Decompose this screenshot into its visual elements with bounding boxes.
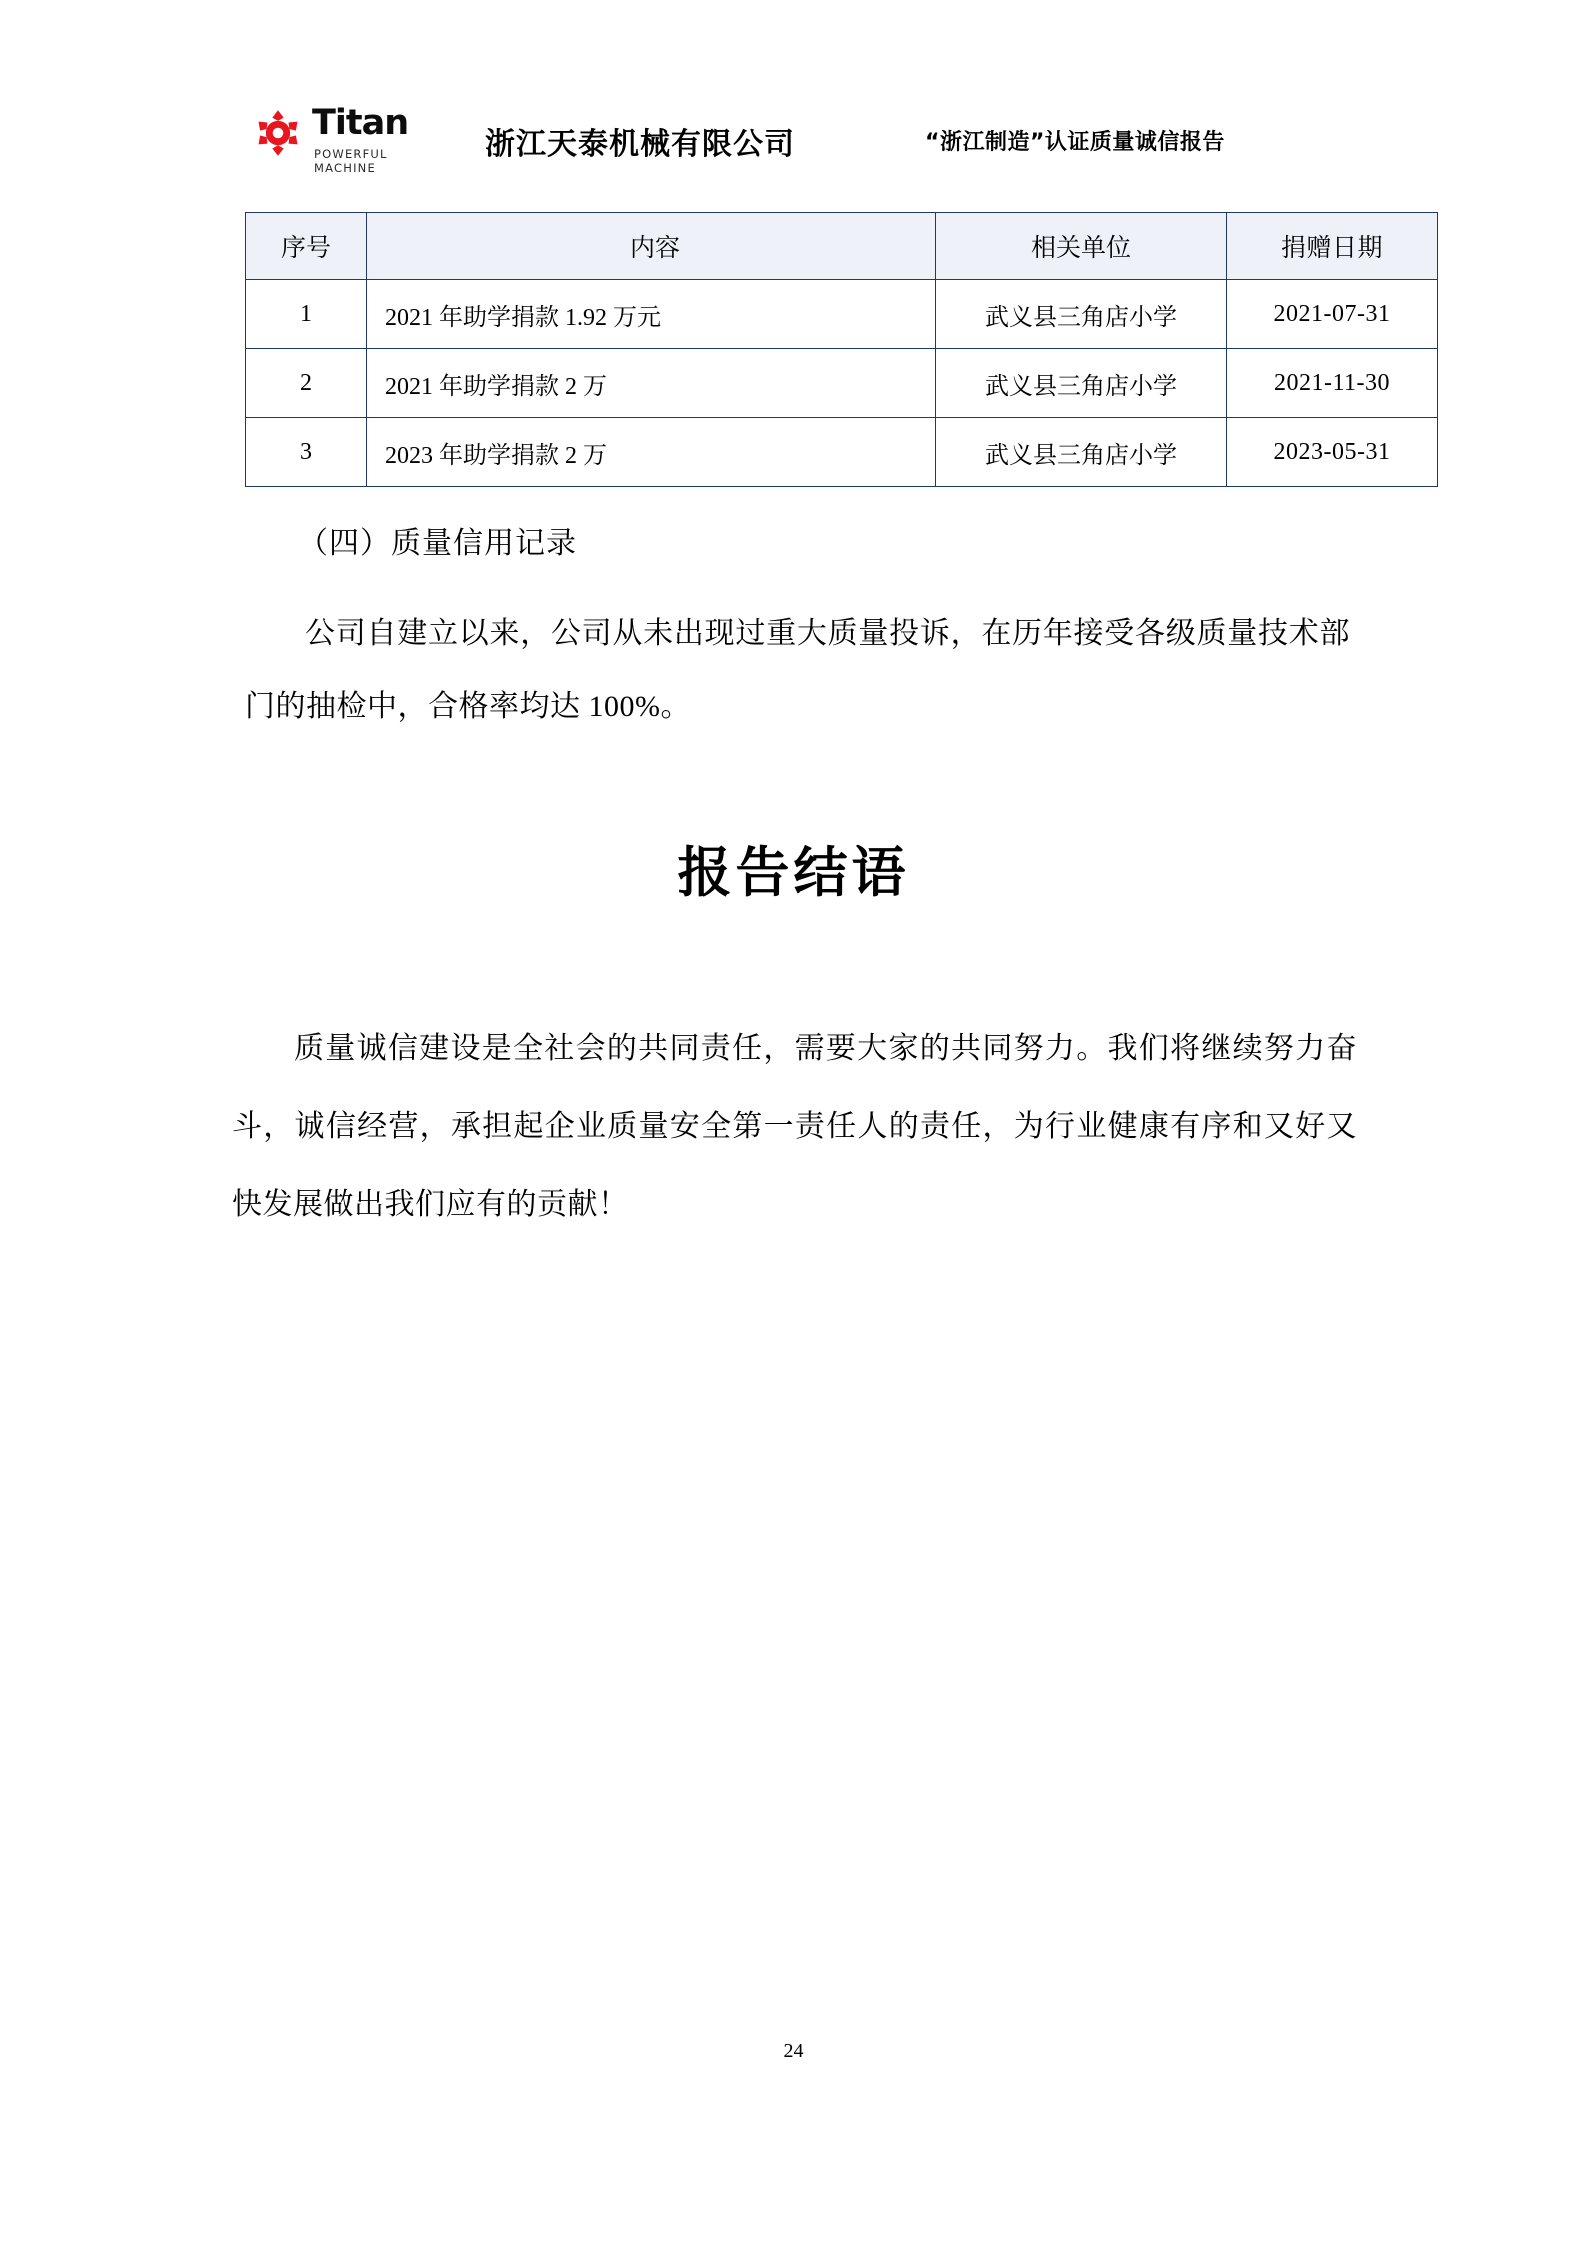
cell-no: 1 [246,280,367,349]
cell-unit: 武义县三角店小学 [936,349,1227,418]
cell-unit: 武义县三角店小学 [936,418,1227,487]
cell-no: 3 [246,418,367,487]
logo-tagline: POWERFUL MACHINE [314,147,388,175]
titan-logo [252,95,452,175]
conclusion-heading: 报告结语 [677,843,910,903]
gear-icon [252,107,304,159]
header-company-name: 浙江天泰机械有限公司 [485,128,795,161]
page-number: 24 [783,2040,804,2062]
cell-date: 2021-07-31 [1227,280,1438,349]
donation-table [245,212,1438,487]
column-header-no: 序号 [246,213,367,280]
page-header [245,95,1345,195]
table-header-row [246,213,1438,280]
paragraph-conclusion: 质量诚信建设是全社会的共同责任，需要大家的共同努力。我们将继续努力奋斗，诚信经营，承担起企业质量安全第一责任人的责任，为行业健康有序和又好又快发展做出我们应有的贡献！ [232,1032,1357,1221]
column-header-date: 捐赠日期 [1227,213,1438,280]
donation-table-wrapper [245,212,1391,487]
column-header-content: 内容 [367,213,936,280]
cell-unit: 武义县三角店小学 [936,280,1227,349]
cell-date: 2023-05-31 [1227,418,1438,487]
section-title: （四）质量信用记录 [298,527,577,560]
table-row [246,349,1438,418]
cell-content: 2021 年助学捐款 1.92 万元 [367,280,936,349]
logo-wordmark: Titan [312,103,409,143]
paragraph-quality-credit: 公司自建立以来，公司从未出现过重大质量投诉，在历年接受各级质量技术部门的抽检中，合格率均达 100%。 [245,617,1350,723]
cell-content: 2021 年助学捐款 2 万 [367,349,936,418]
cell-date: 2021-11-30 [1227,349,1438,418]
column-header-unit: 相关单位 [936,213,1227,280]
table-row [246,418,1438,487]
header-report-title: “浙江制造”认证质量诚信报告 [925,130,1225,155]
cell-content: 2023 年助学捐款 2 万 [367,418,936,487]
cell-no: 2 [246,349,367,418]
table-row [246,280,1438,349]
